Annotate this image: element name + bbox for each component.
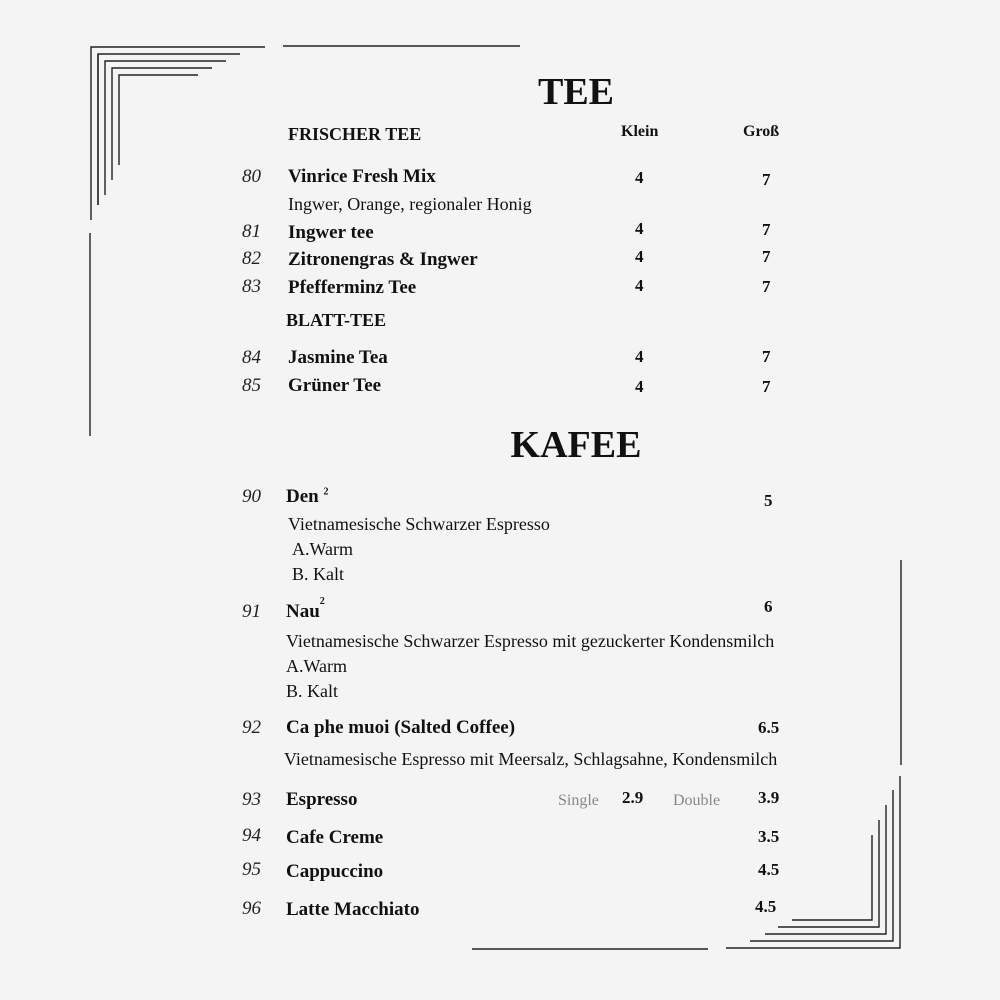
item-name: Zitronengras & Ingwer	[288, 249, 478, 270]
item-description: Vietnamesische Espresso mit Meersalz, Schlagsahne, Kondensmilch	[284, 749, 778, 769]
tee-title: TEE	[537, 71, 615, 113]
item-number: 94	[242, 825, 261, 846]
price-klein: 4	[635, 219, 644, 238]
item-name: Ca phe muoi (Salted Coffee)	[286, 717, 516, 738]
price-gross: 7	[762, 277, 771, 296]
price-klein: 4	[635, 377, 644, 396]
item-number: 93	[242, 789, 261, 810]
price-klein: 4	[635, 347, 644, 366]
column-gross: Groß	[743, 123, 780, 140]
item-number: 91	[242, 601, 261, 622]
allergen-mark: 2	[319, 595, 325, 607]
price-gross: 7	[762, 347, 771, 366]
item-description: Vietnamesische Schwarzer Espresso	[288, 514, 550, 534]
price-klein: 4	[635, 247, 644, 266]
item-price: 4.5	[758, 860, 780, 879]
item-name-text: Den	[286, 486, 319, 507]
item-name: Espresso	[286, 789, 358, 810]
item-name: Ingwer tee	[288, 222, 374, 243]
blatt-tee-heading: BLATT-TEE	[286, 310, 387, 330]
price-gross: 7	[762, 220, 771, 239]
item-number: 82	[242, 248, 261, 269]
kafee-title: KAFEE	[510, 424, 642, 466]
option-b: B. Kalt	[292, 564, 344, 584]
item-price: 4.5	[755, 897, 777, 916]
allergen-mark: 2	[323, 486, 329, 498]
option-a: A.Warm	[286, 656, 348, 676]
column-klein: Klein	[621, 123, 659, 140]
item-description: Ingwer, Orange, regionaler Honig	[288, 194, 532, 214]
item-name: Jasmine Tea	[288, 347, 388, 368]
item-number: 96	[242, 898, 261, 919]
item-number: 92	[242, 717, 261, 738]
item-number: 84	[242, 347, 261, 368]
option-a: A.Warm	[292, 539, 354, 559]
item-description: Vietnamesische Schwarzer Espresso mit gezuckerter Kondensmilch	[286, 631, 775, 651]
item-number: 81	[242, 221, 261, 242]
single-price: 2.9	[622, 788, 644, 807]
item-name-text: Nau	[286, 601, 320, 622]
item-name	[286, 595, 325, 623]
item-price: 5	[764, 491, 773, 510]
item-price: 6.5	[758, 718, 780, 737]
item-name: Latte Macchiato	[286, 899, 420, 920]
item-number: 85	[242, 375, 261, 396]
item-name: Pfefferminz Tee	[288, 277, 417, 298]
item-name	[286, 486, 328, 508]
item-price: 6	[764, 597, 773, 616]
frischer-tee-heading: FRISCHER TEE	[288, 124, 422, 144]
item-number: 90	[242, 486, 261, 507]
price-klein: 4	[635, 276, 644, 295]
item-name: Cappuccino	[286, 861, 384, 882]
item-price: 3.9	[758, 788, 780, 807]
price-gross: 7	[762, 170, 771, 189]
price-gross: 7	[762, 247, 771, 266]
item-name: Vinrice Fresh Mix	[288, 166, 436, 187]
item-number: 83	[242, 276, 261, 297]
item-name: Grüner Tee	[288, 375, 382, 396]
double-label: Double	[673, 792, 721, 809]
item-number: 80	[242, 166, 261, 187]
single-label: Single	[558, 792, 599, 809]
item-name: Cafe Creme	[286, 827, 384, 848]
price-gross: 7	[762, 377, 771, 396]
option-b: B. Kalt	[286, 681, 338, 701]
price-klein: 4	[635, 168, 644, 187]
item-price: 3.5	[758, 827, 780, 846]
item-number: 95	[242, 859, 261, 880]
